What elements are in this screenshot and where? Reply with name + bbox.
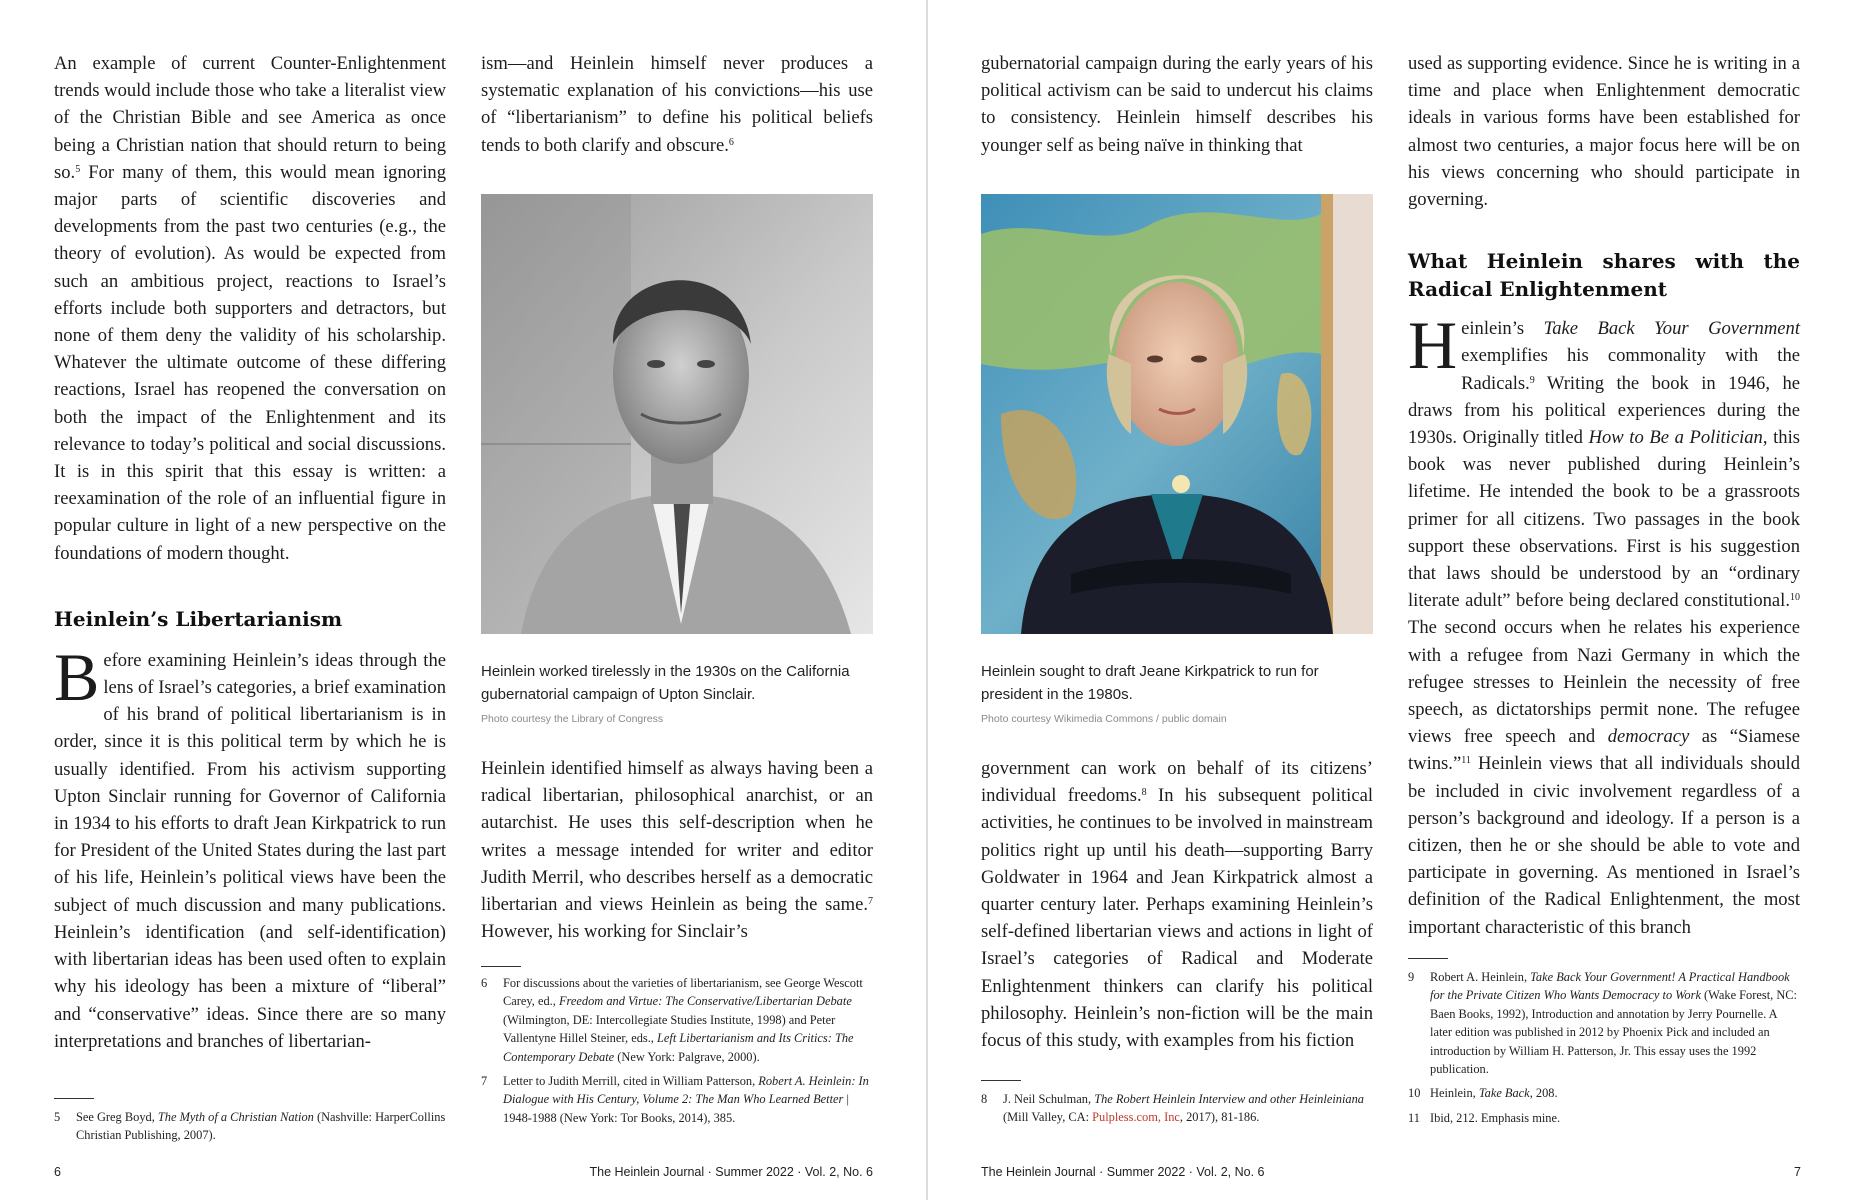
- drop-cap: H: [1408, 307, 1458, 384]
- page-number: 7: [1794, 1165, 1801, 1179]
- body-paragraph: Heinlein identified himself as always having been a radical libertarian, philosophical anarchist, or an autarchist. He uses this self-description when he writes a message intended for writer and editor Judith Merril, who describes herself as a democratic libertarian and views Heinlein as being the same.$^7$ However, his working for Sinclair’s: [481, 758, 873, 943]
- running-footer: The Heinlein Journal · Summer 2022 · Vol. 2, No. 6: [589, 1165, 873, 1179]
- heinlein-photo: [481, 194, 873, 634]
- footnote: 7 Letter to Judith Merrill, cited in William Patterson, Robert A. Heinlein: In Dialogue with His Century, Volume 2: The Man Who Learned Better | 1948-1988 (New York: Tor Books, 2014), 385.: [481, 1074, 869, 1125]
- kirkpatrick-photo: [981, 194, 1373, 634]
- running-footer: The Heinlein Journal · Summer 2022 · Vol. 2, No. 6: [981, 1165, 1265, 1179]
- section-heading: What Heinlein shares with the Radical Enlightenment: [1408, 249, 1800, 302]
- footnote-ref[interactable]: 7: [868, 896, 873, 908]
- footnote-ref[interactable]: 5: [75, 163, 81, 175]
- footnotes: [981, 1090, 1373, 1133]
- drop-cap: B: [54, 638, 100, 715]
- footnotes: [481, 974, 873, 1133]
- left-column-2: [481, 50, 873, 159]
- page-number: 6: [54, 1165, 61, 1179]
- right-column-1-lower: [981, 755, 1373, 1054]
- body-paragraph: ism—and Heinlein himself never produces a systematic explanation of his convictions—his use of “libertarianism” to define his political beliefs tends to both clarify and obscure.$^6$: [481, 53, 873, 156]
- footnote-rule: [981, 1080, 1021, 1081]
- footnote: 8 J. Neil Schulman, The Robert Heinlein Interview and other Heinleiniana (Mill Valley, CA: Pulpless.com, Inc, 2017), 81-186.: [981, 1092, 1364, 1125]
- body-paragraph: used as supporting evidence. Since he is writing in a time and place when Enlightenment democratic ideals in various forms have been established for almost two centuries, a major focus here will be on his views concerning who should participate in governing.: [1408, 53, 1800, 211]
- footnote-ref[interactable]: 8: [1141, 787, 1147, 799]
- footnote-rule: [1408, 958, 1448, 959]
- footnote: 5 See Greg Boyd, The Myth of a Christian Nation (Nashville: HarperCollins Christian Publishing, 2007).: [54, 1110, 446, 1143]
- footnote: 10 Heinlein, Take Back, 208.: [1408, 1086, 1558, 1101]
- right-column-2: [1408, 50, 1800, 941]
- footnote-ref[interactable]: 11: [1461, 755, 1471, 767]
- photo-credit: Photo courtesy the Library of Congress: [481, 713, 664, 725]
- footnote-ref[interactable]: 10: [1790, 592, 1800, 604]
- section-heading: Heinlein’s Libertarianism: [54, 606, 343, 631]
- footnotes: [54, 1108, 446, 1151]
- footnote-rule: [54, 1098, 94, 1099]
- body-paragraph: gubernatorial campaign during the early years of his political activism can be said to undercut his claims to consistency. Heinlein himself describes his younger self as being naïve in thinking that: [981, 53, 1373, 156]
- left-page: [0, 0, 926, 1200]
- left-column-2-lower: [481, 755, 873, 945]
- photo-credit: Photo courtesy Wikimedia Commons / public domain: [981, 713, 1227, 725]
- body-paragraph: Heinlein’s Take Back Your Government exemplifies his commonality with the Radicals.$^9$ Writing the book in 1946, he draws from his political experiences during the 1930s. Originally titled How to Be a Politician, this book was never published during Heinlein’s lifetime. He intended the book to be a grassroots primer for all citizens. Two passages in the book support these observations. First is his suggestion that laws should be understood by an “ordinary literate adult” before being declared constitutional.$^{10}$ The second occurs when he relates his experience with a refugee from Nazi Germany in which the refugee stresses to Heinlein the necessity of free speech, as dictatorships permit none. The refugee views free speech and democracy as “Siamese twins.”$^{11}$ Heinlein views that all individuals should be included in civic involvement regardless of a person’s background and ideology. If a person is a citizen, then he or she should be able to vote and participate in governing. As mentioned in Israel’s definition of the Radical Enlightenment, the most important characteristic of this branch: [1408, 307, 1800, 938]
- footnote-rule: [481, 966, 521, 967]
- footnote: 6 For discussions about the varieties of libertarianism, see George Wescott Carey, ed., Freedom and Virtue: The Conservative/Libertarian Debate (Wilmington, DE: Intercollegiate Studies Institute, 1998) and Peter Vallentyne Hillel Steiner, eds., Left Libertarianism and Its Critics: The Contemporary Debate (New York: Palgrave, 2000).: [481, 976, 863, 1064]
- publisher-link[interactable]: Pulpless.com, Inc: [1092, 1110, 1180, 1125]
- right-page: [928, 0, 1854, 1200]
- body-paragraph: government can work on behalf of its citizens’ individual freedoms.$^8$ In his subsequent political activities, he continues to be involved in mainstream politics right up until his death—supporting Barry Goldwater in 1964 and Jean Kirkpatrick almost a quarter century later. Perhaps examining Heinlein’s self-defined libertarian views and actions in light of Israel’s categories of Radical and Moderate Enlightenment thinkers can clarify his political philosophy. Heinlein’s non-fiction will be the main focus of this study, with examples from his fiction: [981, 758, 1373, 1052]
- photo-caption: Heinlein sought to draft Jeane Kirkpatrick to run for president in the 1980s.: [981, 663, 1319, 703]
- footnote-ref[interactable]: 6: [728, 136, 734, 148]
- footnotes: [1408, 968, 1800, 1133]
- footnote-ref[interactable]: 9: [1529, 374, 1535, 386]
- right-column-1: [981, 50, 1373, 159]
- photo-caption: Heinlein worked tirelessly in the 1930s on the California gubernatorial campaign of Upton Sinclair.: [481, 663, 850, 703]
- intro-paragraph: An example of current Counter-Enlightenment trends would include those who take a literalist view of the Christian Bible and see America as once being a Christian nation that should return to being so.$^5$ For many of them, this would mean ignoring major parts of scientific discoveries and developments from the past two centuries (e.g., the theory of evolution). As would be expected from such an ambitious project, reactions to Israel’s efforts include both supporters and detractors, but none of them deny the validity of his scholarship. Whatever the ultimate outcome of these differing reactions, Israel has reopened the conversation on both the impact of the Enlightenment and its relevance to today’s political and social discussions. It is in this spirit that this essay is written: a reexamination of the role of an influential figure in popular culture in light of a new perspective on the foundations of modern thought.: [54, 53, 446, 564]
- footnote: 11 Ibid, 212. Emphasis mine.: [1408, 1110, 1561, 1125]
- footnote: 9 Robert A. Heinlein, Take Back Your Government! A Practical Handbook for the Private Citizen Who Wants Democracy to Work (Wake Forest, NC: Baen Books, 1992), Introduction and annotation by Jerry Pournelle. A later edition was published in 2012 by Phoenix Pick and included an introduction by William H. Patterson, Jr. This essay uses the 1992 publication.: [1408, 970, 1797, 1077]
- body-paragraph: Before examining Heinlein’s ideas through the lens of Israel’s categories, a brief examination of his brand of political libertarianism is in order, since it is this political term by which he is usually identified. From his activism supporting Upton Sinclair running for Governor of California in 1934 to his efforts to draft Jean Kirkpatrick to run for President of the United States during the last part of his life, Heinlein’s political views have been the subject of much discussion and many publications. Heinlein’s identification (and self-identification) with libertarian ideas has been used often to explain why his ideology has been a mixture of “liberal” and “conservative” ideas. Since there are so many interpretations and branches of libertarian-: [54, 638, 446, 1052]
- left-column-1: [54, 50, 446, 1055]
